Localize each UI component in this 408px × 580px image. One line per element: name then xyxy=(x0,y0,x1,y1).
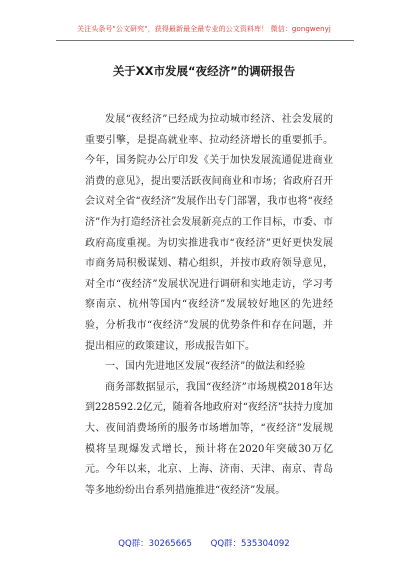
document-title: 关于XX市发展“夜经济”的调研报告 xyxy=(112,64,296,78)
section-paragraph: 商务部数据显示，我国“夜经济”市场规模2018年达到228592.2亿元，随着各地政府对“夜经济”扶持力度加大、夜间消费场所的服务市场增加等，“夜经济”发展规模将呈现爆发式增长，预计将在2020年突破30万亿元。今年以来，北京、上海、济南、天津、南京、青岛等多地纷纷出台系列措施推进“夜经济”发展。 xyxy=(85,381,333,496)
document-body xyxy=(85,110,333,501)
header-banner: 关注头条号"公文研究"，获得最新最全最专业的公文资料库！ 微信：gongwenyj xyxy=(77,25,331,33)
header-divider xyxy=(56,40,354,41)
section-heading: 一、国内先进地区发展“夜经济”的做法和经验 xyxy=(105,361,306,373)
footer-qq-group-2: QQ群：535304092 xyxy=(210,539,290,549)
footer-contact xyxy=(0,537,408,549)
intro-paragraph: 发展“夜经济”已经成为拉动城市经济、社会发展的重要引擎，是提高就业率、拉动经济增长的重要抓手。今年，国务院办公厅印发《关于加快发展流通促进商业消费的意见》，提出要活跃夜间商业和市场；省政府召开会议对全省“夜经济”发展作出专门部署，我市也将“夜经济”作为打造经济社会发展新亮点的工作目标，市委、市政府高度重视。为切实推进我市“夜经济”更好更快发展市商务局积极谋划、精心组织，并按市政府领导意见，对全市“夜经济”发展状况进行调研和实地走访，学习考察南京、杭州等国内“夜经济”发展较好地区的先进经验，分析我市“夜经济”发展的优势条件和存在问题，并提出相应的政策建议，形成报告如下。 xyxy=(85,114,333,352)
footer-qq-group-1: QQ群：30265665 xyxy=(118,539,192,549)
